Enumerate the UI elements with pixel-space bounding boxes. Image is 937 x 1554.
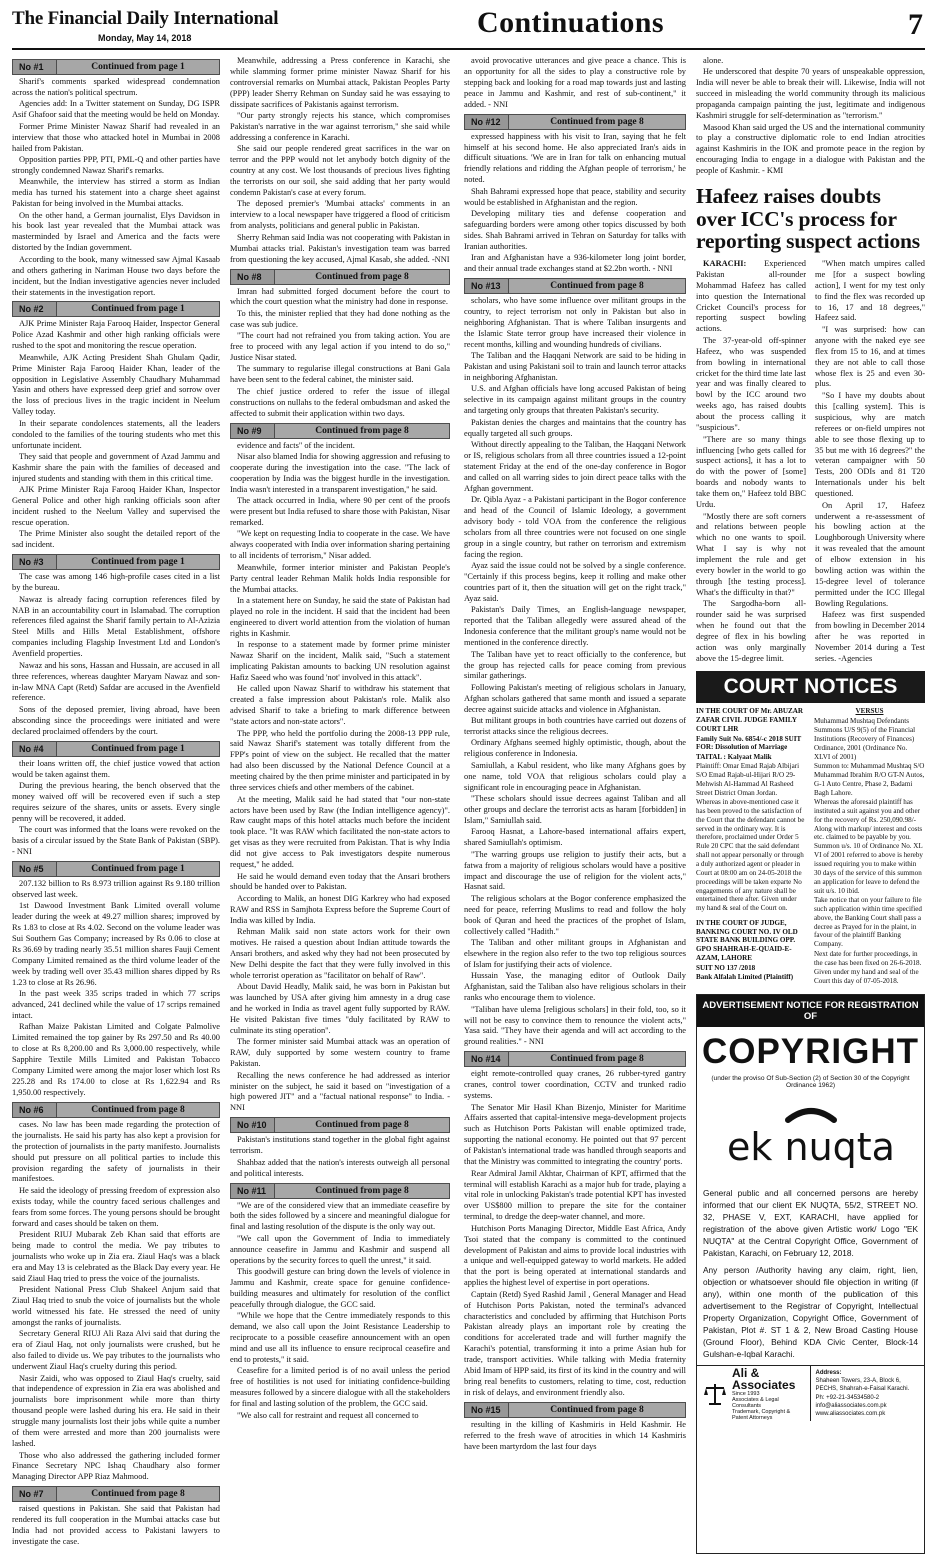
paragraph: Rafhan Maize Pakistan Limited and Colgate Palmolive Limited remained the top gainer by Rs 297.50 and Rs 40.00 to close at Rs 8,200.00 and Rs 3,000.00 respectively, while Sapphire Textile Mills Limited and Pakistan Tobacco Company Limited were among the major loser which lost Rs 225.28 and Rs 174.00 to close at Rs 1,622.94 and Rs 1,950.00 respectively. — [12, 1022, 220, 1097]
continuation-number[interactable]: No #4 — [13, 742, 57, 756]
continued-from-label: Continued from page 8 — [91, 1489, 185, 1500]
continued-from-label: Continued from page 1 — [91, 557, 185, 568]
paragraph: Rear Admiral Jamil Akhtar, Chairman of KPT, affirmed that the terminal will establish Karachi as a major hub for trade, playing a vital role in unlocking Pakistan's trade potential KPT has invested over US$800 million to prepare the site for the container terminal, to dredge the deep-water channel, and more. — [464, 1168, 686, 1222]
continuation-header — [464, 278, 686, 294]
paragraph: President RIUJ Mubarak Zeb Khan said that efforts are being made to control the media. We pay tributes to journalists who woke up in Zia era. Ziaul Haq's was a black era and May 13 is celebrated as the Black Day every year. He said Ziaul Haq tried to press the voice of the journalists. — [12, 1230, 220, 1283]
paragraph: "There are so many things influencing [who gets called for suspect actions], it has a lot to do with the power of [some] boards and nobody wants to take them on," Hafeez told BBC Urdu. — [696, 434, 806, 510]
continuation-header — [230, 1117, 450, 1133]
notice-line: VERSUS — [855, 707, 884, 716]
continuation-header — [12, 741, 220, 757]
paragraph: This goodwill gesture can bring down the levels of violence in Jammu and Kashmir, create space for genuine confidence-building measures and ultimately for resolution of the conflict peacefully through dialogue, the GCC said. — [230, 1267, 450, 1309]
paragraph: Meanwhile, former interior minister and Pakistan People's Party central leader Rehman Malik holds India responsible for the Mumbai attacks. — [230, 562, 450, 594]
paragraph: The Prime Minister also sought the detailed report of the sad incident. — [12, 529, 220, 550]
paragraph: In the past week 335 scrips traded in which 77 scrips advanced, 241 declined while the value of 17 scrips remained intact. — [12, 989, 220, 1020]
address-label: Address: — [815, 1370, 842, 1377]
dateline: KARACHI: — [703, 258, 747, 268]
notice-line: IN THE COURT OF JUDGE, BANKING COURT NO. IV OLD STATE BANK BUILDING OPP. GPO SHAHRAH-E-QUAID-E-AZAM, LAHORE — [696, 918, 798, 963]
paragraph: In a statement here on Sunday, he said the state of Pakistan had played no role in the incident. H said that the incident had been engineered to divert world attention from the violation of human rights in Kashmir. — [230, 595, 450, 638]
paragraph: "The court had not refrained you from taking action. You are free to proceed with any legal action if you intend to do so," Justice Nisar stated. — [230, 331, 450, 363]
paragraph: Recalling the news conference he had addressed as interior minister on the subject, he said it based on "investigation of a high powered JIT" and a "factual national response" to India. - NNI — [230, 1070, 450, 1113]
continued-from-label: Continued from page 8 — [550, 1054, 644, 1065]
paragraph: Pakistan's Daily Times, an English-language newspaper, reported that the Taliban allegedly were assured ahead of the Indonesia conference that the militant group's name would not be mentioned in the conference directly. — [464, 605, 686, 648]
continuation-header — [12, 59, 220, 75]
paragraph: Hafeez was first suspended from bowling in December 2014 after he was reported in November 2014 during a Test series. -Agencies — [815, 610, 925, 664]
paragraph: Imran had submitted forged document before the court to which the court question what the ministry had done in response. — [230, 286, 450, 307]
continued-from-label: Continued from page 1 — [91, 863, 185, 874]
continuation-number[interactable]: No #8 — [231, 270, 275, 284]
paragraph: Dr. Qibla Ayaz - a Pakistani participant in the Bogor conference and head of the Council of Islamic Ideology, a government advisory body - told VOA from the conference the religious scholars from all three countries were not focused on one single group in a single country, but rather on terrorism and extremism facing the region. — [464, 495, 686, 559]
paragraph: "Our party strongly rejects his stance, which compromises Pakistan's narrative in the war against terrorism," she said while addressing a conference in Karachi. — [230, 111, 450, 142]
paragraph: Meanwhile, AJK Acting President Shah Ghulam Qadir, Prime Minister Raja Farooq Haider Khan, leader of the opposition in Legislative Assembly Chaudhary Muhammad Yasin and others have expressed deep grief and sorrow over the loss of precious lives in the tragic incident in Neelum Valley today. — [12, 352, 220, 417]
paragraph: "We are of the considered view that an immediate ceasefire by both the sides followed by a sincere and meaningful dialogue for final and lasting resolution of the dispute is the only way out. — [230, 1200, 450, 1232]
paragraph: The 37-year-old off-spinner Hafeez, who was suspended from bowling in international cricket for the third time late last year and was finally cleared to bowl by the ICC around two weeks ago, has raised doubts about the process calling it "suspicious". — [696, 335, 806, 433]
paragraph: But militant groups in both countries have carried out dozens of terrorist attacks since the religious decrees. — [464, 716, 686, 737]
paragraph: The Sargodha-born all-rounder said he was surprised when he found out that the degree of flex in his bowling action was only marginally above the 15-degree limit. — [696, 599, 806, 664]
continued-from-label: Continued from page 8 — [315, 425, 409, 436]
paragraph: eight remote-controlled quay cranes, 26 rubber-tyred gantry cranes, control tower coordination, CCTV and trunked radio systems. — [464, 1069, 686, 1101]
paragraph: scholars, who have some influence over militant groups in the country, to reject terrorism not only in Pakistan but also in neighboring Afghanistan. That is where Taliban insurgents and the Islamic State terror group have increased their violence in recent months, killing and wounding hundreds of civilians. — [464, 296, 686, 349]
paragraph: Farooq Hasnat, a Lahore-based international affairs expert, shared Samiullah's optimism. — [464, 827, 686, 848]
paragraph: Sherry Rehman said India was not cooperating with Pakistan in Mumbai attacks trial. Pakistan's investigation team was barred from questioning the key accused, Ajmal Kasab, she added. -NNI — [230, 232, 450, 264]
continued-from-label: Continued from page 8 — [550, 281, 644, 292]
continuation-number[interactable]: No #5 — [13, 862, 57, 876]
paragraph: Sons of the deposed premier, living abroad, have been absconding since the proceedings were initiated and were declared proclaimed offenders by the court. — [12, 704, 220, 736]
paragraph: Shahbaz added that the nation's interests outweigh all personal and political interests. — [230, 1157, 450, 1178]
paragraph: Former Prime Minister Nawaz Sharif had revealed in an interview that those who attacked hotel in Mumbai in 2008 hailed from Pakistan. — [12, 121, 220, 153]
continuation-header — [464, 1402, 686, 1418]
notice-line: Summons U/S 9(5) of the Financial Institutions (Recovery of Finances) Ordinance, 2001 (Ordinance No. XLVI of 2001) — [814, 726, 916, 761]
article-body — [696, 259, 925, 666]
continued-from-label: Continued from page 8 — [315, 1185, 409, 1196]
paragraph: "The warring groups use religion to justify their acts, but a fatwa from a majority of religious scholars would have a positive impact and discourage the use of religion for the violent acts," Hasnat said. — [464, 849, 686, 892]
address-line: Shaheen Towers, 23-A, Block 6, — [815, 1378, 901, 1385]
paragraph: President National Press Club Shakeel Anjum said that Ziaul Haq tried to snub the voice of journalists but the whole world witnessed his fate. He stressed the need of unity amongst the ranks of journalists. — [12, 1285, 220, 1327]
paragraph: Meanwhile, addressing a Press conference in Karachi, she while slamming former prime minister Nawaz Sharif for his controversial remarks on Mumbai attack, Pakistan Peoples Party (PPP) leader Sherry Rehman on Sunday said he was essaying to dissipate sacrifices of Pakistanis against terrorism. — [230, 56, 450, 109]
notice-line: Plaintiff: Omar Emad Rajab Albijari S/O Emad Rajab-ul-Hijari R/O 29- Mehwish Al-Hammad Al Rasheed Street District Oman Jordan. — [696, 762, 800, 797]
paragraph: their loans written off, the chief justice vowed that action would be taken against them. — [12, 758, 220, 779]
continuation-header — [464, 1051, 686, 1067]
paragraph: Opposition parties PPP, PTI, PML-Q and other parties have strongly condemned Nawaz Sharif's remarks. — [12, 154, 220, 175]
ad-heading: COPYRIGHT — [701, 1032, 920, 1072]
continuation-header — [12, 301, 220, 317]
notice-line: Whereas the aforesaid plaintiff has instituted a suit against you and other for the recovery of Rs. 250,090.98/- Along with markup/ interest and costs etc. claimed to be payable by you. Summon u/s. 10 of Ordinance No. XL VI of 2001 referred to above is hereby issued requiring you to make within 30 days of the service of this summon an application for leave to defend the suit u/s. 10 ibid. — [814, 798, 923, 895]
firm-address — [811, 1366, 925, 1421]
paragraph: On April 17, Hafeez underwent a re-assessment of his bowling action at the Loughborough University where it was revealed that the amount of elbow extension in his bowling action was within the 15-degree level of tolerance permitted under the ICC Illegal Bowling Regulations. — [815, 500, 925, 608]
paragraph: AJK Prime Minister Raja Farooq Haider, Inspector General Police Azad Kashmir and other high ranking officials were rushed to the spot and monitoring the rescue operation. — [12, 319, 220, 351]
paragraph: They said that people and government of Azad Jammu and Kashmir share the pain with the families of deceased and injured students and standing with them in this critical time. — [12, 452, 220, 483]
court-notice-left — [696, 707, 807, 986]
paragraph: "Taliban have ulema [religious scholars] in their fold, too, so it will not be easy to convince them to renounce the violent acts," Yasa said. "They have their agenda and will act according to the ground realities." - NNI — [464, 1004, 686, 1047]
paragraph: Shah Bahrami expressed hope that peace, stability and security would be established in Afghanistan and the region. — [464, 186, 686, 207]
phone: Ph: +92-21-34534580-2 — [815, 1394, 880, 1401]
paragraph: Rehman Malik said non state actors work for their own motives. He raised a question about Indian attitude towards the Ansari brothers, and asked why they had not been prosecuted by New Delhi despite the fact that they were fully involved in this whole terrorist operation as "facilitator on behalf of Raw". — [230, 927, 450, 980]
paragraph: Nisar also blamed India for showing aggression and refusing to cooperate during the investigation into the case. "The lack of cooperation by India was the biggest hurdle in the investigation. India wasn't interested in a transparent investigation," he said. — [230, 452, 450, 494]
paragraph: "We kept on requesting India to cooperate in the case. We have always cooperated with India over information sharing pertaining to all incidents of terrorism," Nisar added. — [230, 529, 450, 561]
paragraph: "So I have my doubts about this [calling system]. This is suspicious, why are match referees or on-field umpires not able to see those flexing up to 35 but me with 16 degrees?" the veteran campaigner with 50 Tests, 200 ODIs and 81 T20 Internationals under his belt questioned. — [815, 390, 925, 499]
continuation-text — [696, 56, 925, 177]
paragraph: Hutchison Ports Managing Director, Middle East Africa, Andy Tsoi stated that the company is committed to the continued development of Pakistan and aims to provide local industries with a unique and well-equipped gateway to world markets. He added that the port is being operated at international standards and applies the highest level of expertise in port operations. — [464, 1223, 686, 1288]
paragraph: "These scholars should issue decrees against Taliban and all other groups and declare the terrorist acts as haram [forbidden] in Islam," Samiullah said. — [464, 794, 686, 825]
paragraph: The Taliban have yet to react officially to the conference, but the group has rejected calls for peace coming from previous similar gatherings. — [464, 649, 686, 681]
paragraph: The chief justice ordered to refer the issue of illegal constructions on nullahs to the federal ombudsman and asked the affected to submit their application within two days. — [230, 386, 450, 418]
notice-line: Take notice that on your failure to file such application within time specified above, the Banking Court shall pass a decree as Prayed for in the plaint, in favour of the plaintiff Banking Company. — [814, 895, 922, 949]
paragraph: She said our people rendered great sacrifices in the war on terror and the PPP would not let anybody botch dignity of the country at any cost. We lost thousands of precious lives fighting the terrorists on our soil, she said adding that her party would condemn Pakistan's case at every forum. — [230, 144, 450, 198]
firm-branding — [697, 1366, 811, 1421]
notice-line: Next date for further proceedings, in the case has been fixed on 26-6-2018. — [814, 949, 922, 967]
paragraph: "While we hope that the Centre immediately responds to this demand, we also call upon the Joint Resistance Leadership to reciprocate to a possible ceasefire announcement with an open mind and use all its influence to ensure reciprocal ceasefire and end to protests," it said. — [230, 1311, 450, 1364]
paragraph: Pakistan denies the charges and maintains that the country has equally targeted all such groups. — [464, 417, 686, 438]
ad-paragraph: Any person /Authority having any claim, right, lien, objection or whatsoever should file objection in writing (if any), within one month of the publication of this advertisement to the Registrar of Copyright, Intellectual Property Organization, Copyright Office, Government of Pakistan, Plot #. ST 1 & 2, New Broad Casting House (Ground Floor), Behind KDA Civic Center, Block-14 Gulshan-e-Iqbal Karachi. — [703, 1265, 918, 1360]
paragraph: The court was informed that the loans were revoked on the basis of a circular issued by the State Bank of Pakistan (SBP). - NNI — [12, 825, 220, 856]
continuation-header — [12, 554, 220, 570]
section-title: Continuations — [477, 6, 664, 39]
paragraph: Secretary General RIUJ Ali Raza Alvi said that during the era of Ziaul Haq, not only journalists were crushed, but he also failed to divide us. We pay tributes to the journalists who underwent Ziaul Haq's cruelty during this period. — [12, 1329, 220, 1372]
paragraph: To this, the minister replied that they had done nothing as the case was sub judice. — [230, 308, 450, 329]
notice-line: TAITAL : Kalyaat Malik — [696, 752, 772, 761]
continuation-header — [12, 1486, 220, 1502]
continued-from-label: Continued from page 1 — [91, 304, 185, 315]
paragraph: Iran and Afghanistan have a 936-kilometer long joint border, and their annual trade exchanges stand at $2.2bn worth. - NNI — [464, 253, 686, 274]
continuation-header — [230, 269, 450, 285]
paragraph — [696, 259, 806, 335]
paragraph: Captain (Retd) Syed Rashid Jamil , General Manager and Head of Hutchison Ports Pakistan, noted the terminal's advanced characteristics and concluded by affirming that Hutchison Ports Pakistan already plays an important role by creating the conditions for accelerated trade and will further magnify the Karachi's potential, transforming it into a prime Asian hub for trade, transport activities. While talking with Media fraternity Abid Imam of HPP said, its first of its kind in the country and will bring real benefits to customers, relating to time, cost, reduction in risk of delays, and environment friendly also. — [464, 1289, 686, 1398]
paragraph-text: Experienced Pakistan all-rounder Mohammad Hafeez has called into question the International Cricket Council's process for reporting suspect bowling actions. — [696, 258, 806, 334]
paragraph: "I was surprised: how can anyone with the naked eye see flex from 15 to 16, and at times they are not able to call those whose flex is 25 and even 30-plus. — [815, 324, 925, 389]
continued-from-label: Continued from page 1 — [91, 743, 185, 754]
paragraph: According to the book, many witnessed saw Ajmal Kasaab and others gathering in Nariman House two days before the incident, but the Indian investigative agencies never included their statements in the investigation report. — [12, 254, 220, 297]
logo-text: ek nuqta — [726, 1125, 895, 1170]
ad-body — [697, 1187, 924, 1360]
continuation-number[interactable]: No #15 — [465, 1403, 509, 1417]
court-notice-right — [814, 707, 925, 986]
scales-icon — [702, 1381, 728, 1407]
paragraph: Samiullah, a Kabul resident, who like many Afghans goes by one name, told VOA that religious scholars could play a significant role in encouraging peace in Afghanistan. — [464, 760, 686, 792]
paragraph: Ceasefire for a limited period is of no avail unless the period free of hostilities is not used for initiating confidence-building measures followed by a sincere dialogue with all the stakeholders for final and lasting solution of the problem, the GCC said. — [230, 1366, 450, 1409]
hafeez-article — [696, 185, 925, 665]
notice-line: Family Suit No. 6854/-c 2018 SUIT FOR: Dissolution of Marriage — [696, 734, 802, 752]
paragraph: At the meeting, Malik said he had stated that "our non-state actors have been used by Raw (the Indian intelligence agency)". Raw caught maps of this hotel attacks much before the incident took place. "It was RAW which facilitated the non-state actors to get visas as they were recruited from Pakistan. That is why India did not give access to Pak investigators despite numerous request," he added. — [230, 794, 450, 870]
paragraph: Nawaz is already facing corruption references filed by NAB in an accountability court in Islamabad. The corruption references filed against the Sharif family pertain to Al-Azizia Steel Mills and Hills Metal Establishment, offshore companies including Flagship Investment Ltd and London's Avenfield properties. — [12, 594, 220, 659]
firm-since: Since 1993 — [732, 1390, 760, 1397]
paragraph: Hussain Yase, the managing editor of Outlook Daily Afghanistan, said the Taliban also have religious scholars in their ranks who encourage them to violence. — [464, 971, 686, 1003]
continuation-number[interactable]: No #10 — [231, 1118, 275, 1132]
paragraph: Ayaz said the issue could not be solved by a single conference. "Certainly if this process begins, keep it rolling and make other countries part of it, then the situation will get on the right track," Ayaz said. — [464, 561, 686, 603]
paragraph: "Mostly there are soft corners and relations between people which no one wants to spoil. What I say is why not implement the rule and get every bowler in the world to go through [the testing process]. What's the difficulty in that?" — [696, 511, 806, 597]
paragraph: Without directly appealing to the Taliban, the Haqqani Network or IS, religious scholars from all three countries issued a 12-point statement Friday at the end of the one-day conference in Bogor and called on all warring sides to join direct peace talks with the Afghan government. — [464, 440, 686, 493]
paragraph: Developing military ties and defense cooperation and safeguarding borders were among other topics discussed by both sides. Shah Bahrami arrived in Tehran on Saturday for talks with Iranian authorities. — [464, 209, 686, 251]
website-link[interactable]: www.aliassociates.com.pk — [815, 1410, 886, 1417]
paragraph: In response to a statement made by former prime minister Nawaz Sharif on the incident, Malik said, "Such a statement implicating Pakistan amounts to backing UN resolution against Hafiz Saeed who was found 'not' involved in this attack". — [230, 640, 450, 682]
paragraph: The case was among 146 high-profile cases cited in a list by the bureau. — [12, 572, 220, 593]
continuation-header — [230, 423, 450, 439]
firm-tagline-2: Trademark, Copyright & Patent Attorneys — [732, 1409, 791, 1422]
firm-name: Ali & Associates — [732, 1365, 796, 1392]
law-firm-footer — [697, 1365, 924, 1421]
ad-subheading: (under the proviso Of Sub-Section (2) of Section 30 of the Copyright Ordinance 1962) — [711, 1075, 910, 1090]
notice-line: IN THE COURT OF Mr. ABUZAR ZAFAR CIVIL JUDGE FAMILY COURT LHR — [696, 707, 803, 734]
issue-date: Monday, May 14, 2018 — [98, 33, 192, 43]
notice-line: Whereas in above-mentioned case it has been proved to the satisfaction of the Court that the defendant cannot be served in the ordinary way. It is therefore, proclaimed under Order 5 Rule 20 CPC that the said defendant shall not appear personally or through a duly authorized agent or pleader in Court at 08:00 am on 24-05-2018 the proceedings will be taken exparte No engagements of any nature shall be entertained there after. Given under my hand & seal of the Court on. — [696, 798, 805, 913]
continuation-number[interactable]: No #6 — [13, 1103, 57, 1117]
paragraph: U.S. and Afghan officials have long accused Pakistan of being selective in its campaign against militant groups in the country and targeting only groups that threaten Pakistan's security. — [464, 384, 686, 416]
continued-from-label: Continued from page 8 — [550, 116, 644, 127]
paragraph: Pakistan's institutions stand together in the global fight against terrorism. — [230, 1135, 450, 1156]
paragraph: The deposed premier's 'Mumbai attacks' comments in an interview to a local newspaper have triggered a flood of criticism from analysts, politicians and general public in Pakistan. — [230, 199, 450, 231]
notice-line: Muhammad Mushtaq Defendants — [814, 716, 909, 725]
ad-banner: ADVERTISEMENT NOTICE FOR REGISTRATION OF — [697, 995, 924, 1027]
copyright-advertisement — [696, 994, 925, 1554]
page-number: 7 — [908, 8, 923, 41]
paragraph: Sharif's comments sparked widespread condemnation across the nation's political spectrum. — [12, 77, 220, 97]
continued-from-label: Continued from page 1 — [91, 62, 185, 72]
article-headline[interactable]: Hafeez raises doubts over ICC's process for reporting suspect actions — [696, 184, 920, 254]
continuation-number[interactable]: No #11 — [231, 1184, 275, 1198]
column-4 — [696, 56, 925, 1548]
paragraph: He said he would demand even today that the Ansari brothers should be handed over to Pakistan. — [230, 871, 450, 892]
paragraph: Masood Khan said urged the US and the international community to play a constructive diplomatic role to end Indian atrocities against Kashmiris in the IOK and promote peace in the region by encouraging India to engage in a dialogue with Pakistan and the people of Kashmir. - KMI — [696, 122, 925, 176]
paragraph: He said the ideology of pressing freedom of expression also exists today, while the country faced serious challenges and fears from some forces. The young persons should be brought forward and cases should be taken on them. — [12, 1185, 220, 1228]
paragraph: 207.132 billion to Rs 8.973 trillion against Rs 9.180 trillion observed last week. — [12, 878, 220, 899]
continuation-number[interactable]: No #7 — [13, 1487, 57, 1501]
paragraph: The former minister said Mumbai attack was an operation of RAW, duly supported by some western country to frame Pakistan. — [230, 1037, 450, 1069]
paragraph: The Taliban and other militant groups in Afghanistan and elsewhere in the region also refer to the two top religious sources of Islam for justifying their acts of violence. — [464, 938, 686, 969]
newspaper-name[interactable]: The Financial Daily International — [12, 8, 279, 29]
paragraph: The summary to regularise illegal constructions at Bani Gala have been sent to the federal cabinet, the minister said. — [230, 364, 450, 385]
continued-from-label: Continued from page 8 — [91, 1104, 185, 1115]
paragraph: 1st Dawood Investment Bank Limited overall volume leader during the week at 49.27 million shares; improved by Rs 1.83 to close at Rs 4.02. Second on the volume leader was Sui Southern Gas Company; increased by Rs 0.06 to close at Rs 36.69 by trading nearly 35.51 million shares Fauji Cement Company Limited remained as the third volume leader of the week by trading well over 35.43 million shares dipped by Rs 1.23 to close at Rs 26.96. — [12, 901, 220, 987]
paragraph: Following Pakistan's meeting of religious scholars in January, Afghan scholars gathered that same month and issued a separate decree against suicide attacks and violence in Afghanistan. — [464, 682, 686, 714]
continuation-number[interactable]: No #13 — [465, 279, 509, 293]
ek-nuqta-logo — [697, 1095, 924, 1181]
paragraph: On the other hand, a German journalist, Elys Davidson in his book last year revealed that the Mumbai attack was masterminded by Israel and America and the facts were distorted by the Indian government. — [12, 210, 220, 253]
continuation-header — [230, 1183, 450, 1199]
notice-line: SUIT NO 137 /2018 — [696, 963, 756, 972]
paragraph: During the previous hearing, the bench observed that the money waived off will be recovered even if such a step requires seizure of the shares, units or assets. Every single penny will be recovered, it added. — [12, 780, 220, 823]
paragraph: AJK Prime Minister Raja Farooq Haider Khan, Inspector General Police and other high ranking officials soon after incident rushed to the Neelum Valley and supervised the rescue operation. — [12, 485, 220, 528]
court-notices-banner: COURT NOTICES — [696, 671, 925, 703]
paragraph: He underscored that despite 70 years of unspeakable oppression, India will never be able to break their will. Likewise, India will not succeed in misleading the world community through its malicious propaganda campaign painting the just, legitimate and indigenous Kashmiri struggle for self-determination as "terrorism." — [696, 67, 925, 121]
paragraph: In their separate condolences statements, all the leaders condoled to the families of the touring students who met this unfortunate incident. — [12, 418, 220, 450]
column-3 — [464, 56, 686, 1548]
continuation-header — [464, 114, 686, 130]
continued-from-label: Continued from page 8 — [315, 271, 409, 282]
paragraph: alone. — [703, 56, 724, 65]
address-line: PECHS, Shahrah-e-Faisal Karachi. — [815, 1386, 910, 1393]
continued-from-label: Continued from page 8 — [315, 1120, 409, 1131]
firm-tagline: Associates & Legal Consultants — [732, 1397, 779, 1410]
notice-line: Bank Alfalah Limited (Plaintiff) — [696, 972, 794, 981]
paragraph: "We call upon the Government of India to immediately announce ceasefire in Jammu and Kashmir and suspend all operations by the security forces to quell the unrest," it said. — [230, 1233, 450, 1265]
notice-line: Given under my hand and seal of the Court this day of 07-05-2018. — [814, 967, 919, 985]
paragraph: Ordinary Afghans seemed highly optimistic, though, about the religious conference in Indonesia. — [464, 738, 686, 759]
paragraph: expressed happiness with his visit to Iran, saying that he felt himself at his second home. He also appreciated Iran's aids in difficult situations. 'We are in Iran for talk on enhancing mutual friendly relations and ridding the Afghan people of terrorism,' he noted. — [464, 131, 686, 185]
paragraph: He called upon Nawaz Sharif to withdraw his statement that created a false impression about Pakistan's role. Malik also advised Sharif to take a briefing to mark difference between "state actors and non-state actors". — [230, 684, 450, 727]
continuation-header — [12, 1102, 220, 1118]
continuation-number[interactable]: No #14 — [465, 1052, 509, 1066]
continuation-number[interactable]: No #3 — [13, 555, 57, 569]
paragraph: "When match umpires called me [for a suspect bowling action], I went for my test only to find the flex was recorded up to 16, 17 and 18 degrees," Hafeez said. — [815, 258, 925, 323]
paragraph: The religious scholars at the Bogor conference emphasized the need for peace, referring Muslims to read and follow the holy book of Quran and heed the practices of the prophet of Islam, collectively called "Hadith." — [464, 893, 686, 936]
paragraph: The Taliban and the Haqqani Network are said to be hiding in Pakistan and using Pakistani soil to train and launch terror attacks in neighboring Afghanistan. — [464, 351, 686, 383]
court-notices — [696, 707, 925, 986]
email-link[interactable]: info@aliassociates.com.pk — [815, 1402, 887, 1409]
paragraph: The Senator Mir Hasil Khan Bizenjo, Minister for Maritime Affairs asserted that capital-intensive mega-development projects such as Hutchison Ports Pakistan will enable optimized trade, supporting the national economy. He pointed out that 97 percent of Pakistan's international trade was handled through seaports and that the Ministry was committed to integrating the country' ports. — [464, 1102, 686, 1167]
paragraph: Nasir Zaidi, who was opposed to Ziaul Haq's cruelty, said that independence of expression in Zia era was abolished and journalists bore imprisonment while more than thirty thousand people were lashed during his era. He said in their struggle many journalists lost their jobs while quite a number of them were arrested and more than 200 journalists were lashed. — [12, 1373, 220, 1449]
continuation-number[interactable]: No #9 — [231, 424, 275, 438]
paragraph: raised questions in Pakistan. She said that Pakistan had rendered its full cooperation in the Mumbai attacks case but India had not provided access to Pakistani lawyers to investigate the case. — [12, 1504, 220, 1547]
paragraph: About David Headly, Malik said, he was born in Pakistan but was launched by USA after giving him amnesty in a drug case and he worked in India as travel agent fully supported by RAW. He visited Pakistan five times "duly facilitated by RAW to culminate its sting operation". — [230, 982, 450, 1035]
column-1 — [12, 56, 220, 1548]
paragraph: resulting in the killing of Kashmiris in Held Kashmir. He referred to the fresh wave of atrocities in which 14 Kashmiris have been martyrdom the last four days — [464, 1419, 686, 1451]
ad-paragraph: General public and all concerned persons are hereby informed that our client EK NUQTA, 55/2, STREET NO. 32, PHASE V, EXT, KARACHI, have applied for registration of the above given Artistic work/ Logo "EK NUQTA" at the Central Copyright Office, Government of Pakistan, Karachi, on February 12, 2018. — [703, 1188, 918, 1259]
paragraph: According to Malik, an honest DIG Karkrey who had exposed RAW and RSS in Samjhota Express before the Supreme Court of India was killed by India. — [230, 893, 450, 925]
column-2 — [230, 56, 450, 1548]
continuation-header — [12, 861, 220, 877]
paragraph: The PPP, who held the portfolio during the 2008-13 PPP rule, said Nawaz Sharif's statement was totally different from the FPP's point of view on the subject. He recalled that the matter had also been discussed by the National Defence Council at a meeting chaired by the then prime minister and participated in by three services chiefs and other members of the cabinet. — [230, 728, 450, 793]
continuation-number[interactable]: No #12 — [465, 115, 509, 129]
paragraph: avoid provocative utterances and give peace a chance. This is an opportunity for all the sides to play a constructive role by stepping back and looking for a road map towards just and lasting peace in Jammu and Kashmir, and rest of sub-continent," it added. - NNI — [464, 56, 686, 109]
notice-line: Summon to: Muhammad Mushtaq S/O Muhammad Ibrahim R/O GT-N Autos, G-1 Auto Centre, Phase 2, Badami Bagh Lahore. — [814, 762, 925, 797]
paragraph: "We also call for restraint and request all concerned to — [237, 1410, 419, 1420]
paragraph: Nawaz and his sons, Hassan and Hussain, are accused in all three references, whereas daughter Maryam Nawaz and son-in-law MNA Capt (Retd) Safdar are accused in the Avenfield reference. — [12, 660, 220, 703]
continuation-number[interactable]: No #2 — [13, 302, 57, 316]
paragraph: The attack occurred in India, where 90 per cent of the proofs were present but India refused to share those with Pakistan, Nisar remarked. — [230, 496, 450, 528]
paragraph: cases. No law has been made regarding the protection of the journalists. He said his party has also kept a provision for the protection of journalists in the party manifesto. Journalists should put pressure on all political parties to include this provision regarding the safety of journalists in their manifestoes. — [12, 1119, 220, 1184]
ek-nuqta-logo-icon — [726, 1098, 895, 1178]
paragraph: Those who also addressed the gathering included former Finance Secretary NPC Ishaq Chaudhary also former Managing Director APP Riaz Mahmood. — [12, 1450, 220, 1482]
paragraph: evidence and facts" of the incident. — [237, 440, 355, 450]
paragraph: Agencies add: In a Twitter statement on Sunday, DG ISPR Asif Ghafoor said that the meeting would be held on Monday. — [12, 99, 220, 120]
paragraph: Meanwhile, the interview has stirred a storm as Indian media has turned his statement into a charge sheet against Pakistan for being involved in the Mumbai attacks. — [12, 177, 220, 209]
masthead — [12, 6, 925, 50]
continuation-number[interactable]: No #1 — [13, 60, 57, 74]
continued-from-label: Continued from page 8 — [550, 1404, 644, 1415]
